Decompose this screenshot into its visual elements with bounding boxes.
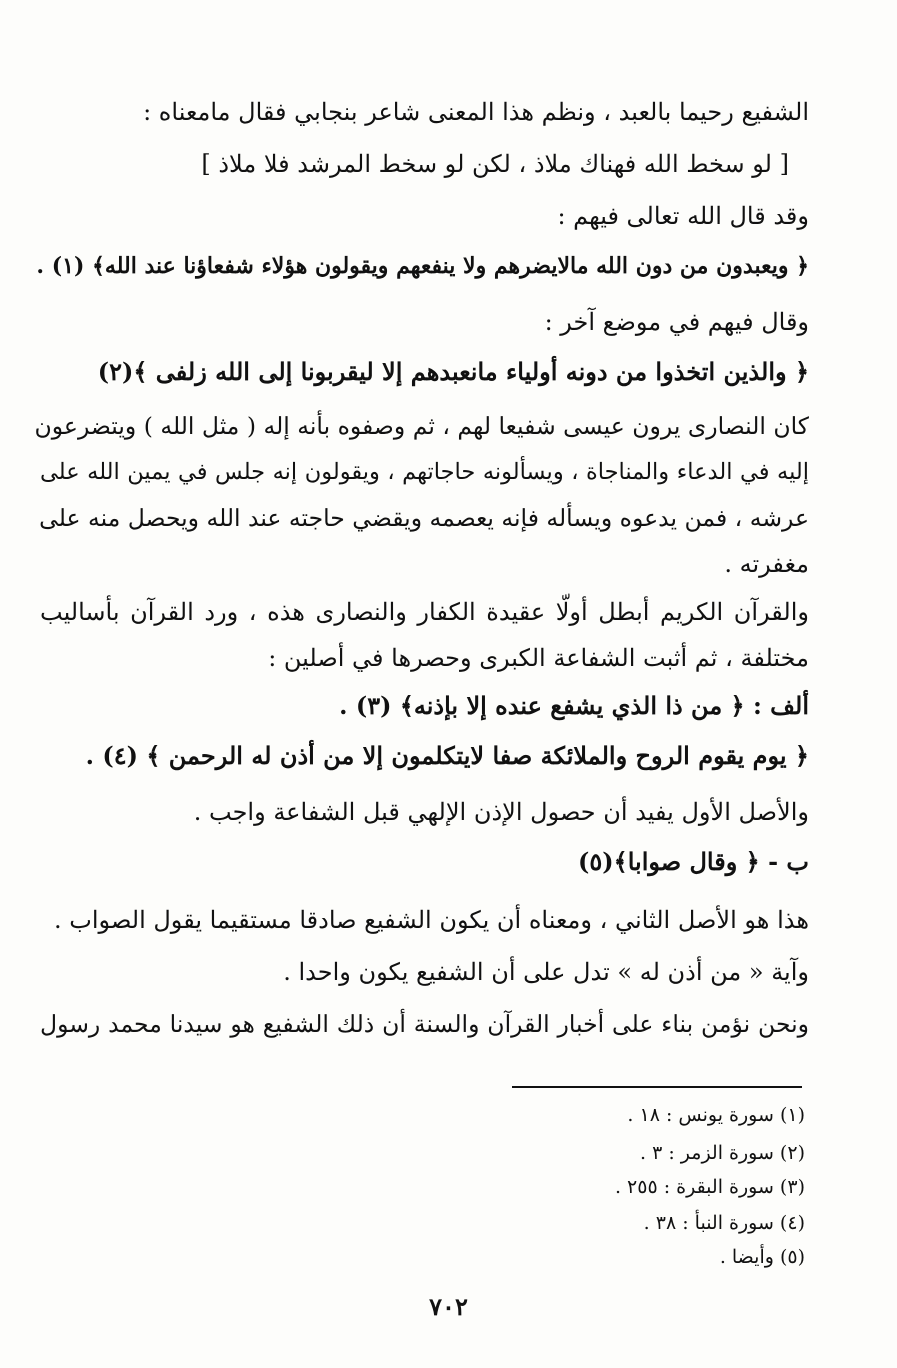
quran-verse: ﴿ والذين اتخذوا من دونه أولياء مانعبدهم إلا ليقربونا إلى الله زلفى ﴾(٢) — [97, 357, 809, 386]
page-number: ٧٠٢ — [429, 1292, 468, 1321]
poem-verse: [ لو سخط الله فهناك ملاذ ، لكن لو سخط المرشد فلا ملاذ ] — [201, 150, 789, 178]
body-line: الشفيع رحيما بالعبد ، ونظم هذا المعنى شاعر بنجابي فقال مامعناه : — [143, 98, 809, 126]
quran-verse: ﴿ يوم يقوم الروح والملائكة صفا لايتكلمون إلا من أذن له الرحمن ﴾ (٤) . — [85, 741, 809, 770]
quran-verse: ﴿ ويعبدون من دون الله مالايضرهم ولا ينفعهم ويقولون هؤلاء شفعاؤنا عند الله﴾ (١) . — [36, 253, 809, 279]
body-line: والأصل الأول يفيد أن حصول الإذن الإلهي قبل الشفاعة واجب . — [193, 798, 809, 826]
footnote: (٥) وأيضا . — [719, 1246, 805, 1268]
body-line: والقرآن الكريم أبطل أولّا عقيدة الكفار والنصارى هذه ، ورد القرآن بأساليب — [40, 598, 809, 626]
body-line: كان النصارى يرون عيسى شفيعا لهم ، ثم وصفوه بأنه إله ( مثل الله ) ويتضرعون — [34, 412, 809, 440]
quran-verse: ألف : ﴿ من ذا الذي يشفع عنده إلا بإذنه﴾ (٣) . — [339, 691, 809, 720]
body-line: ونحن نؤمن بناء على أخبار القرآن والسنة أن ذلك الشفيع هو سيدنا محمد رسول — [40, 1010, 809, 1038]
body-line: عرشه ، فمن يدعوه ويسأله فإنه يعصمه ويقضي حاجته عند الله ويحصل منه على — [39, 504, 809, 532]
footnote: (١) سورة يونس : ١٨ . — [627, 1104, 805, 1126]
body-line: مختلفة ، ثم أثبت الشفاعة الكبرى وحصرها في أصلين : — [268, 644, 809, 672]
footnote-divider — [512, 1086, 802, 1088]
quran-verse: ب - ﴿ وقال صوابا﴾(٥) — [578, 847, 809, 876]
footnote: (٣) سورة البقرة : ٢٥٥ . — [614, 1176, 805, 1198]
footnote: (٤) سورة النبأ : ٣٨ . — [643, 1212, 805, 1234]
body-line: وآية « من أذن له » تدل على أن الشفيع يكون واحدا . — [283, 958, 809, 986]
body-line: وقد قال الله تعالى فيهم : — [557, 202, 809, 230]
body-line: وقال فيهم في موضع آخر : — [544, 308, 809, 336]
body-line: إليه في الدعاء والمناجاة ، ويسألونه حاجاتهم ، ويقولون إنه جلس في يمين الله على — [40, 459, 809, 485]
footnote: (٢) سورة الزمر : ٣ . — [639, 1142, 805, 1164]
body-line: هذا هو الأصل الثاني ، ومعناه أن يكون الشفيع صادقا مستقيما يقول الصواب . — [54, 906, 809, 934]
body-line: مغفرته . — [724, 550, 809, 578]
